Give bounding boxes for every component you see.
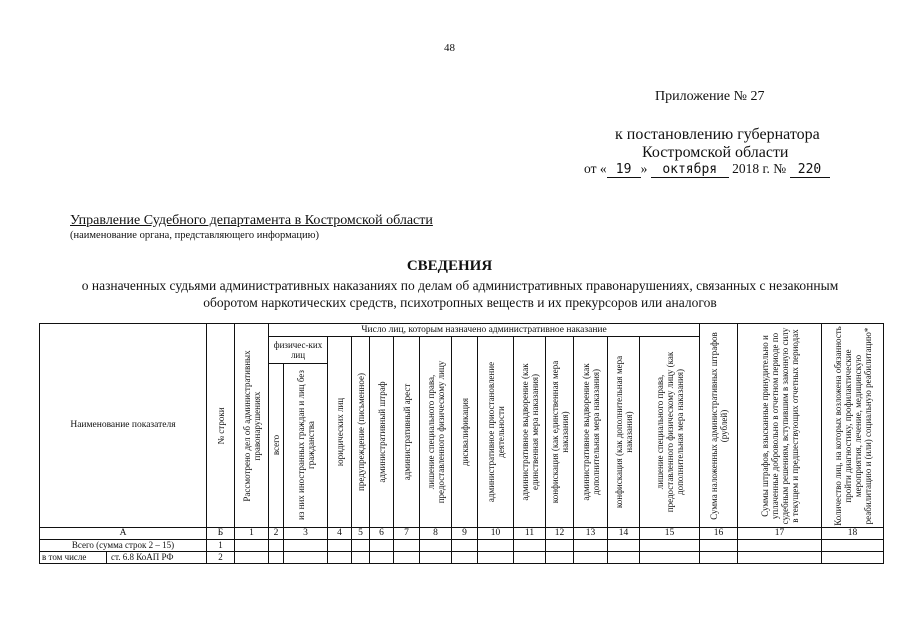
data-cell[interactable]	[352, 540, 370, 552]
data-cell[interactable]	[269, 552, 284, 564]
appendix-title: Приложение № 27	[655, 89, 765, 104]
page-number: 48	[444, 42, 455, 54]
data-cell[interactable]	[700, 552, 738, 564]
header-deprivation: лишение специального права, предоставленного физическому лицу	[420, 337, 452, 528]
column-number: 10	[478, 528, 514, 540]
data-cell[interactable]	[546, 552, 574, 564]
data-cell[interactable]	[235, 540, 269, 552]
header-obligated-persons: Количество лиц, на которых возложена обязанность пройти диагностику, профилактические мероприятия, лечение, медицинскую реабилитацию и (или) социальную реабилитацию*	[822, 324, 884, 528]
data-cell[interactable]	[284, 540, 328, 552]
column-number: 4	[328, 528, 352, 540]
document-subtitle: о назначенных судьями административных наказаниях по делам об административных правонарушениях, связанных с незаконным оборотом наркотических средств, психотропных веществ и их прекурсоров или аналогов	[81, 278, 839, 310]
header-warning: предупреждение (письменное)	[352, 337, 370, 528]
data-cell[interactable]	[420, 540, 452, 552]
column-number: 18	[822, 528, 884, 540]
data-cell[interactable]	[284, 552, 328, 564]
column-number: 7	[394, 528, 420, 540]
decree-reference: к постановлению губернатора	[615, 126, 820, 143]
table-row	[40, 540, 884, 552]
header-physical-total: всего	[269, 363, 284, 527]
data-cell[interactable]	[370, 540, 394, 552]
data-cell[interactable]	[738, 552, 822, 564]
decree-day: 19	[607, 162, 641, 178]
header-suspension: административное приостановление деятельности	[478, 337, 514, 528]
column-number: 1	[235, 528, 269, 540]
data-cell[interactable]	[574, 552, 608, 564]
header-expulsion-main: административное выдворение (как единственная мера наказания)	[514, 337, 546, 528]
column-number: 16	[700, 528, 738, 540]
column-number: 9	[452, 528, 478, 540]
header-indicator-name: Наименование показателя	[40, 324, 207, 528]
document-title: СВЕДЕНИЯ	[406, 258, 493, 274]
data-cell[interactable]	[478, 552, 514, 564]
column-number: 14	[608, 528, 640, 540]
data-cell[interactable]	[822, 552, 884, 564]
data-cell[interactable]	[640, 540, 700, 552]
data-cell[interactable]	[514, 552, 546, 564]
data-cell[interactable]	[452, 552, 478, 564]
header-cases-considered: Рассмотрено дел об административных правонарушениях	[235, 324, 269, 528]
row-number: 2	[207, 552, 235, 564]
header-fines-collected: Суммы штрафов, взысканные принудительно и уплаченные добровольно в отчетном периоде по судебным решениям, вступившим в законную силу в текущем и предшествующих отчетных периодах	[738, 324, 822, 528]
data-cell[interactable]	[608, 552, 640, 564]
organization-name: Управление Судебного департамента в Костромской области	[70, 213, 433, 228]
column-number: А	[40, 528, 207, 540]
row-label-prefix: в том числе	[40, 552, 107, 563]
header-disqualification: дисквалификация	[452, 337, 478, 528]
column-number: Б	[207, 528, 235, 540]
data-cell[interactable]	[452, 540, 478, 552]
report-table	[39, 323, 884, 564]
organization-caption: (наименование органа, представляющего информацию)	[70, 230, 319, 241]
data-cell[interactable]	[514, 540, 546, 552]
data-cell[interactable]	[700, 540, 738, 552]
header-fine: административный штраф	[370, 337, 394, 528]
data-cell[interactable]	[370, 552, 394, 564]
data-cell[interactable]	[738, 540, 822, 552]
data-cell[interactable]	[420, 552, 452, 564]
data-cell[interactable]	[269, 540, 284, 552]
column-number: 2	[269, 528, 284, 540]
data-cell[interactable]	[478, 540, 514, 552]
decree-year: 2018 г. №	[732, 161, 787, 176]
header-foreigners: из них иностранных граждан и лиц без гражданства	[284, 363, 328, 527]
data-cell[interactable]	[394, 540, 420, 552]
row-label-total: Всего (сумма строк 2 – 15)	[40, 540, 207, 552]
column-number: 3	[284, 528, 328, 540]
row-label-article	[40, 552, 207, 564]
column-number: 5	[352, 528, 370, 540]
row-number: 1	[207, 540, 235, 552]
header-confiscation-main: конфискация (как единственная мера наказания)	[546, 337, 574, 528]
data-cell[interactable]	[608, 540, 640, 552]
table-row	[40, 552, 884, 564]
header-confiscation-extra: конфискация (как дополнительная мера наказания)	[608, 337, 640, 528]
data-cell[interactable]	[394, 552, 420, 564]
column-number: 12	[546, 528, 574, 540]
column-number: 15	[640, 528, 700, 540]
date-mid: »	[640, 161, 648, 176]
decree-number: 220	[790, 162, 830, 178]
data-cell[interactable]	[574, 540, 608, 552]
header-arrest: административный арест	[394, 337, 420, 528]
header-deprivation-extra: лишение специального права, предоставленного физическому лицу (как дополнительная мера наказания)	[640, 337, 700, 528]
date-prefix: от «	[584, 161, 607, 176]
data-cell[interactable]	[328, 552, 352, 564]
data-cell[interactable]	[235, 552, 269, 564]
column-number: 11	[514, 528, 546, 540]
column-number: 17	[738, 528, 822, 540]
row-label-article-text: ст. 6.8 КоАП РФ	[111, 552, 174, 562]
column-number: 6	[370, 528, 394, 540]
header-physical-persons: физичес-ких лиц	[269, 337, 328, 364]
decree-region: Костромской области	[642, 144, 789, 161]
header-legal-persons: юридических лиц	[328, 337, 352, 528]
data-cell[interactable]	[352, 552, 370, 564]
header-row-number: № строки	[207, 324, 235, 528]
data-cell[interactable]	[822, 540, 884, 552]
data-cell[interactable]	[640, 552, 700, 564]
column-number: 13	[574, 528, 608, 540]
header-group-penalized: Число лиц, которым назначено административное наказание	[269, 324, 700, 337]
header-expulsion-extra: административное выдворение (как дополнительная мера наказания)	[574, 337, 608, 528]
data-cell[interactable]	[328, 540, 352, 552]
decree-date-line	[584, 161, 830, 178]
decree-month: октября	[651, 162, 729, 178]
header-fines-sum: Сумма наложенных административных штрафов (рублей)	[700, 324, 738, 528]
column-number: 8	[420, 528, 452, 540]
data-cell[interactable]	[546, 540, 574, 552]
